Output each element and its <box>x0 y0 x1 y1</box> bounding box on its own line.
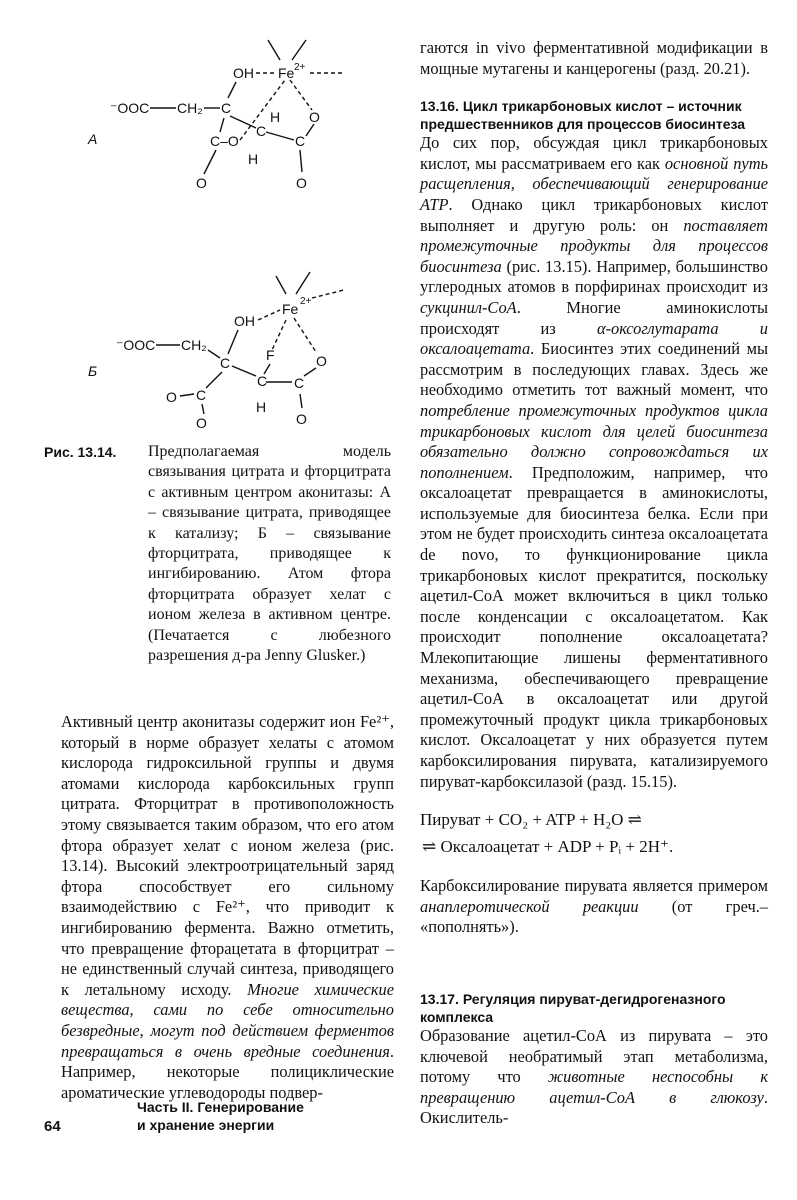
figure-caption <box>44 442 391 666</box>
oxygen-label-1: O <box>316 353 327 369</box>
caption-text: Предполагаемая модель связывания цитрата и фторцитрата с активным центром аконитазы: А – связывание цитрата, приводящее к катализу; Б – связывание фторцитрата, приводящее к ингибированию. Атом фтора фторцитрата образует хелат с ионом железа в активном центре. (Печатается с любезного разрешения д-ра Jenny Glusker.) <box>148 443 391 665</box>
iron-label: Fe <box>282 301 299 317</box>
oxygen-label-4: O <box>296 411 307 427</box>
carboxylate-label: ⁻OOC <box>116 337 156 353</box>
fluorine-label: F <box>266 347 275 363</box>
footer-line-2: и хранение энергии <box>137 1117 275 1133</box>
oxygen-label-1: O <box>309 109 320 125</box>
oxygen-label-3: O <box>196 415 207 430</box>
section-heading-13-16: 13.16. Цикл трикарбоновых кислот – источник предшественников для процессов биосинтеза <box>420 98 746 133</box>
hydroxyl-label: OH <box>234 313 255 329</box>
oxygen-label-2: O <box>196 175 207 191</box>
iron-charge: 2+ <box>294 62 306 73</box>
carbon3-label: C <box>294 375 305 391</box>
caption-label: Рис. 13.14. <box>44 444 117 460</box>
carbon2-label: C <box>257 373 268 389</box>
right-paragraph-0: гаются in vivo ферментативной модификации в мощные мутагены и канцерогены (разд. 20.21). <box>420 38 768 78</box>
footer-line-1: Часть II. Генерирование <box>137 1099 304 1115</box>
hydroxyl-label: OH <box>233 65 254 81</box>
left-column <box>61 712 394 1103</box>
iron-charge: 2+ <box>300 296 312 307</box>
carboxylate-label: ⁻OOC <box>110 100 150 116</box>
carbon2-label: C <box>256 123 267 139</box>
carbon4-label: C <box>196 387 207 403</box>
figure-a-label: A <box>88 131 98 147</box>
oxygen-label-3: O <box>296 175 307 191</box>
page-number: 64 <box>44 1118 61 1135</box>
figure-a-citrate-model <box>80 36 360 196</box>
carbon-label: C <box>220 355 231 371</box>
running-footer <box>137 1098 304 1134</box>
right-paragraph-1: До сих пор, обсуждая цикл трикарбоновых кислот, мы рассматриваем его как основной путь расщепления, обеспечивающий генерирование АТР. Однако цикл трикарбоновых кислот выполняет и другую роль: он поставляет промежуточные продукты для процессов биосинтеза (рис. 13.15). Например, большинство углеродных атомов в порфиринах происходит из сукцинил-СоА. Многие аминокислоты происходят из α-оксоглутарата и оксалоацетата. Биосинтез этих соединений мы рассмотрим в последующих главах. Здесь же необходимо отметить тот важный момент, что потребление промежуточных продуктов цикла трикарбоновых кислот для целей биосинтеза обязательно должно сопровождаться их пополнением. Предположим, например, что оксалоацетат превращается в аминокислоты, используемые для биосинтеза белка. Если при этом не будет происходить синтеза оксалоацетата de novo, то функционирование цикла трикарбоновых кислот прекратится, поскольку ацетил-СоА может включиться в цикл только после конденсации с оксалоацетатом. Как происходит пополнение оксалоацетата? Млекопитающие лишены ферментативного механизма, обеспечивающего превращение ацетил-СоА в оксалоацетат или другой промежуточный продукт цикла трикарбоновых кислот. Оксалоацетат у них образуется путем карбоксилирования пирувата, катализируемого пируват-карбоксилазой (разд. 15.15). <box>420 133 768 791</box>
equation-line-1: Пируват + CO₂ + ATP + H₂O ⇌ <box>420 810 642 830</box>
right-paragraph-3: Образование ацетил-СоА из пирувата – это ключевой необратимый этап метаболизма, потому что животные неспособны к превращению ацетил-СоА в глюкозу. Окислитель- <box>420 1025 768 1128</box>
right-column <box>420 38 768 1129</box>
iron-label: Fe <box>278 65 295 81</box>
ch2-label: CH₂ <box>177 100 203 116</box>
figure-b-fluorocitrate-model <box>80 270 360 430</box>
equation-line-2: ⇌ Оксалоацетат + ADP + Pᵢ + 2H⁺. <box>422 837 674 857</box>
hydrogen-label-bottom: H <box>248 151 259 167</box>
ch2-label: CH₂ <box>181 337 207 353</box>
carboxyl-co-label: C–O <box>210 133 239 149</box>
right-paragraph-2: Карбоксилирование пирувата является примером анаплеротической реакции (от греч.– «пополнять»). <box>420 876 768 937</box>
carbon3-label: C <box>295 133 306 149</box>
hydrogen-label-top: H <box>270 109 281 125</box>
hydrogen-label: H <box>256 399 267 415</box>
figure-b-label: Б <box>88 363 98 379</box>
oxygen-label-2: O <box>166 389 177 405</box>
left-paragraph: Активный центр аконитазы содержит ион Fe²⁺, который в норме образует хелаты с атомом кислорода гидроксильной группы и двумя атомами кислорода карбоксильных групп цитрата. Фторцитрат в противоположность этому связывается таким образом, что его атом фтора образует хелат с ионом железа (рис. 13.14). Высокий электроотрицательный заряд фтора способствует его сильному взаимодействию с Fe²⁺, что приводит к ингибированию фермента. Важно отметить, что превращение фторацетата в фторцитрат – не единственный случай синтеза, приводящего к летальному исходу. Многие химические вещества, сами по себе относительно безвредные, могут под действием ферментов превращаться в очень вредные соединения. Например, некоторые полициклические ароматические углеводороды подвер- <box>61 712 395 1102</box>
carbon-label: C <box>221 100 232 116</box>
section-heading-13-17: 13.17. Регуляция пируват-дегидрогеназного комплекса <box>420 990 726 1025</box>
reaction-equation <box>420 806 768 860</box>
